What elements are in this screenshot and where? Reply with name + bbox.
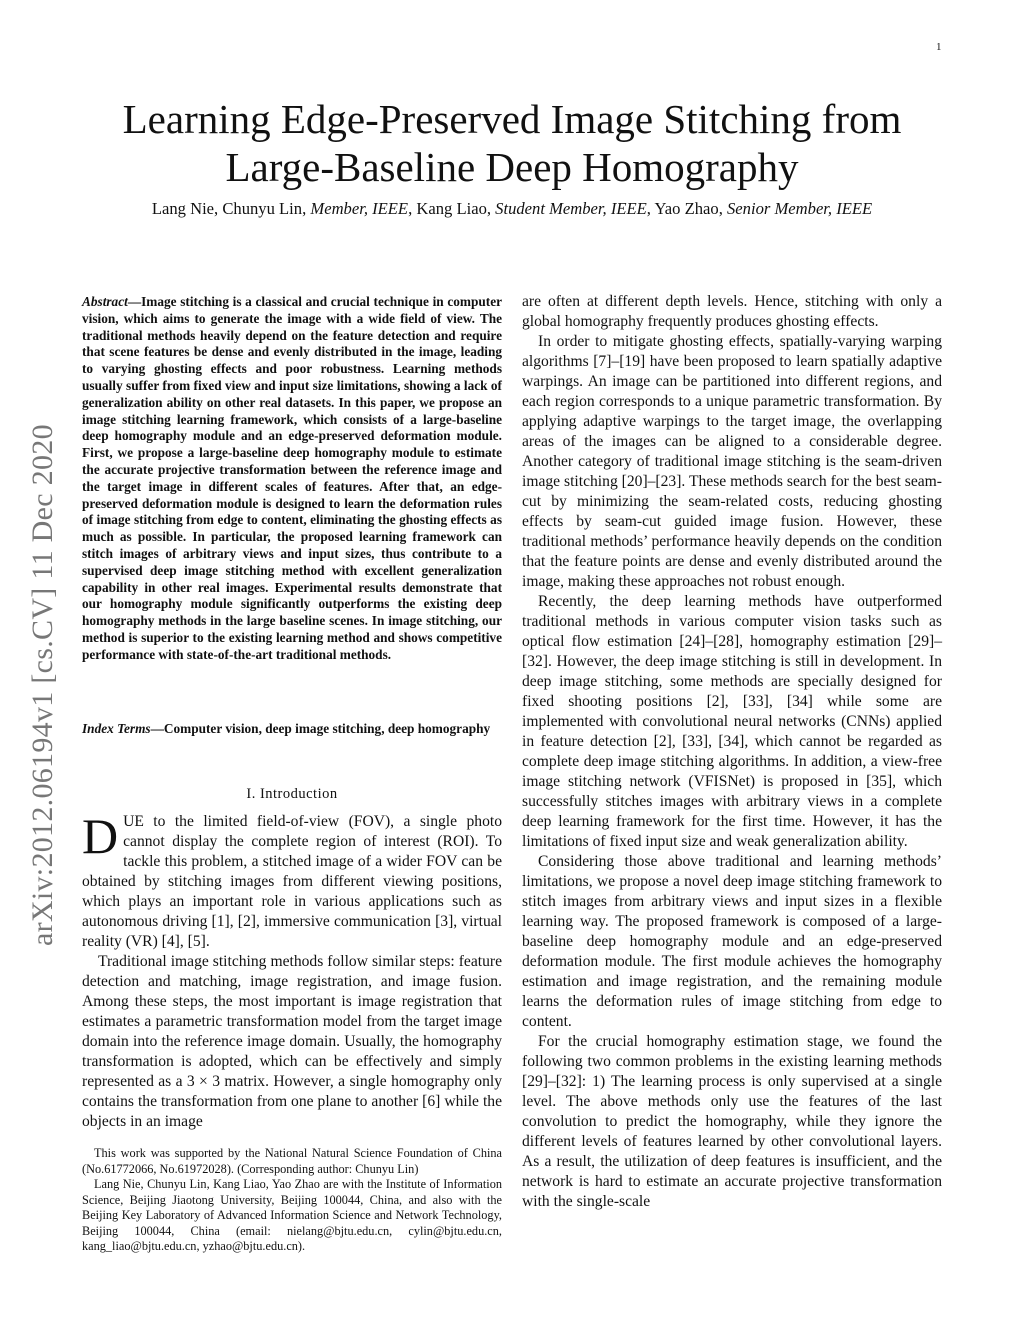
author-3: , Yao Zhao, <box>646 199 727 218</box>
index-terms-label: Index Terms <box>82 721 151 736</box>
author-1-membership: Member, IEEE <box>310 199 409 218</box>
right-column <box>522 292 942 1212</box>
author-3-membership: Senior Member, IEEE <box>727 199 873 218</box>
page-number: 1 <box>936 41 942 53</box>
footnote-affiliation: Lang Nie, Chunyu Lin, Kang Liao, Yao Zhao are with the Institute of Information Science, Beijing Jiaotong University, Beijing 100044, China, and also with the Beijing Key Laboratory of Advanced Information Science and Network Technology, Beijing 100044, China (email: nielang@bjtu.edu.cn, cylin@bjtu.edu.cn, kang_liao@bjtu.edu.cn, yzhao@bjtu.edu.cn). <box>82 1177 502 1253</box>
introduction-body <box>82 808 502 1132</box>
right-paragraph-1: In order to mitigate ghosting effects, spatially-varying warping algorithms [7]–[19] have been proposed to learn spatially adaptive warpings. An image can be partitioned into different regions, and each region corresponds to a unique parametric transformation. By applying adaptive warpings to the target image, the overlapping areas of the images can be aligned to a considerable degree. Another category of traditional image stitching is the seam-driven image stitching [20]–[23]. These methods search for the best seam-cut by minimizing the seam-related costs, reducing ghosting effects by seam-cut guided image fusion. However, these traditional methods’ performance heavily depends on the condition that the feature points are dense and evenly distributed around the image, making these approaches not robust enough. <box>522 333 942 590</box>
abstract-text: Image stitching is a classical and crucial technique in computer vision, which aims to generate the image with a wide field of view. The traditional methods heavily depend on the feature detection and require that scene features be dense and evenly distributed in the image, leading to varying ghosting effects and poor robustness. Learning methods usually suffer from fixed view and input size limitations, showing a lack of generalization ability on other real datasets. In this paper, we propose an image stitching learning framework, which consists of a large-baseline deep homography module and an edge-preserved deformation module. First, we propose a large-baseline deep homography module to estimate the accurate projective transformation between the reference image and the target image in different scales of features. After that, an edge-preserved deformation module is designed to learn the deformation rules of image stitching from edge to content, eliminating the ghosting effects as much as possible. In particular, the proposed learning framework can stitch images of arbitrary views and input sizes, thus contribute to a supervised deep image stitching method with excellent generalization capability in other real images. Experimental results demonstrate that our homography module significantly outperforms the existing deep homography methods in the large baseline scenes. In image stitching, our method is superior to the existing learning method and shows competitive performance with state-of-the-art traditional methods. <box>82 294 502 662</box>
author-1: Lang Nie, Chunyu Lin, <box>151 199 311 218</box>
right-paragraph-3: Considering those above traditional and learning methods’ limitations, we propose a novel deep image stitching framework to stitch images from arbitrary views and input sizes in a flexible learning way. The proposed framework is composed of a large-baseline deep homography module and an edge-preserved deformation module. The first module achieves the homography estimation and image registration, and the remaining module learns the deformation rules of image stitching from edge to content. <box>522 853 942 1030</box>
title-line-2: Large-Baseline Deep Homography <box>225 144 799 190</box>
right-paragraph-4: For the crucial homography estimation stage, we found the following two common problems in the existing learning methods [29]–[32]: 1) The learning process is only supervised at a single level. The above methods only use the features of the last convolution to predict the homography, while they ignore the different levels of features learned by other convolutional layers. As a result, the utilization of deep features is insufficient, and the network is hard to estimate an accurate projective transformation with the single-scale <box>522 1033 942 1210</box>
right-paragraph-0: are often at different depth levels. Hence, stitching with only a global homography frequently produces ghosting effects. <box>522 293 942 330</box>
paper-title <box>60 95 964 191</box>
title-line-1: Learning Edge-Preserved Image Stitching from <box>122 96 902 142</box>
index-terms-dash: — <box>150 721 164 736</box>
right-paragraph-2: Recently, the deep learning methods have outperformed traditional methods in various computer vision tasks such as optical flow estimation [24]–[28], homography estimation [29]–[32]. However, the deep image stitching is still in development. In deep image stitching, some methods are specially designed for fixed shooting positions [2], [33], [34] while some are implemented with convolutional neural networks (CNNs) applied in feature detection [2], [33], [34], which cannot be regarded as complete deep image stitching algorithms. In addition, a view-free image stitching network (VFISNet) is proposed in [35], which successfully stitches images with arbitrary views in a complete deep learning framework for the first time. However, it has the limitations of fixed input size and weak generalization ability. <box>522 593 942 850</box>
intro-paragraph-1-text: UE to the limited field-of-view (FOV), a single photo cannot display the complete region of interest (ROI). To tackle this problem, a stitched image of a wider FOV can be obtained by stitching images from different viewing positions, which plays an important role in various applications such as autonomous driving [1], [2], immersive communication [3], virtual reality (VR) [4], [5]. <box>82 813 502 950</box>
abstract <box>82 294 502 664</box>
arxiv-stamp: arXiv:2012.06194v1 [cs.CV] 11 Dec 2020 <box>26 424 59 946</box>
intro-paragraph-1 <box>82 808 502 952</box>
intro-paragraph-2: Traditional image stitching methods follow similar steps: feature detection and matching, image registration, and image fusion. Among these steps, the most important is image registration that estimates a parametric transformation model from the target image domain into the reference image domain. Usually, the homography transformation is adopted, which can be effectively and simply represented as a 3 × 3 matrix. However, a single homography only contains the transformation from one plane to another [6] while the objects in an image <box>82 953 502 1130</box>
author-line <box>60 199 964 219</box>
index-terms-text: Computer vision, deep image stitching, deep homography <box>163 721 491 736</box>
abstract-label: Abstract <box>82 294 128 309</box>
abstract-dash: — <box>127 294 142 309</box>
author-2-membership: Student Member, IEEE <box>495 199 647 218</box>
footnote <box>82 1146 502 1255</box>
footnote-funding: This work was supported by the National Natural Science Foundation of China (No.61772066, No.61972028). (Corresponding author: Chunyu Lin) <box>82 1146 502 1176</box>
author-2: , Kang Liao, <box>408 199 496 218</box>
index-terms <box>82 721 502 738</box>
drop-cap: D <box>82 808 119 864</box>
section-heading: I. Introduction <box>246 786 338 802</box>
